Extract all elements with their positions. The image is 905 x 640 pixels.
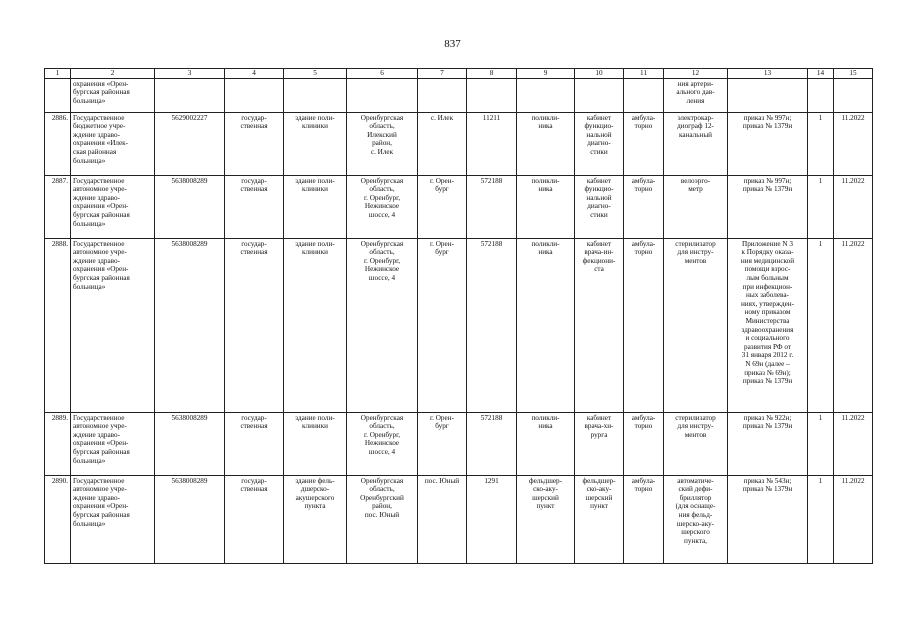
address: Оренбургская область, Оренбургский район, пос. Юный bbox=[347, 475, 418, 563]
table-row bbox=[45, 238, 873, 412]
code: 572188 bbox=[467, 238, 517, 412]
organization-name: Государственное автономное учре- ждение здраво- охранения «Орен- бургская районная больница» bbox=[71, 175, 155, 238]
date: 11.2022 bbox=[834, 112, 873, 175]
page-number: 837 bbox=[444, 38, 461, 50]
care-type: амбула- торно bbox=[624, 475, 664, 563]
unit: поликли- ника bbox=[517, 175, 575, 238]
column-number-row bbox=[45, 69, 873, 79]
code: 11211 bbox=[467, 112, 517, 175]
date: 11.2022 bbox=[834, 412, 873, 475]
code: 572188 bbox=[467, 412, 517, 475]
inn: 5638008289 bbox=[155, 412, 225, 475]
care-type: амбула- торно bbox=[624, 412, 664, 475]
row-number: 2887. bbox=[45, 175, 71, 238]
legal-basis: приказ № 997н; приказ № 1379н bbox=[728, 112, 808, 175]
date: 11.2022 bbox=[834, 475, 873, 563]
equipment-name: стерилизатор для инстру- ментов bbox=[664, 238, 728, 412]
ownership: государ- ственная bbox=[225, 412, 284, 475]
column-number: 11 bbox=[624, 69, 664, 79]
table-row bbox=[45, 475, 873, 563]
code: 572188 bbox=[467, 175, 517, 238]
equipment-name: стерилизатор для инстру- ментов bbox=[664, 412, 728, 475]
organization-name: охранения «Орен- бургская районная больница» bbox=[71, 78, 155, 112]
column-number: 13 bbox=[728, 69, 808, 79]
legal-basis: Приложение N 3 к Порядку оказа- ния медицинской помощи взрос- лым больным при инфекцион- ных заболева- ниях, утвержден- ному приказом Министерства здравоохранения и социального развития РФ от 31 января 2012 г. N 69н (далее – приказ № 69н); приказ № 1379н bbox=[728, 238, 808, 412]
column-number: 6 bbox=[347, 69, 418, 79]
quantity: 1 bbox=[808, 475, 834, 563]
unit: фельдшер- ско-аку- шерский пункт bbox=[517, 475, 575, 563]
unit: поликли- ника bbox=[517, 238, 575, 412]
inn: 5638008289 bbox=[155, 175, 225, 238]
equipment-name: электрокар- диограф 12- канальный bbox=[664, 112, 728, 175]
room: кабинет врача-ин- фекциони- ста bbox=[575, 238, 624, 412]
building: здание фель- дшерско- акушерского пункта bbox=[284, 475, 347, 563]
care-type: амбула- торно bbox=[624, 175, 664, 238]
column-number: 10 bbox=[575, 69, 624, 79]
room: кабинет функцио- нальной диагно- стики bbox=[575, 112, 624, 175]
table-row bbox=[45, 412, 873, 475]
organization-name: Государственное автономное учре- ждение здраво- охранения «Орен- бургская районная больница» bbox=[71, 238, 155, 412]
inn: 5629002227 bbox=[155, 112, 225, 175]
column-number: 5 bbox=[284, 69, 347, 79]
organization-name: Государственное бюджетное учре- ждение здраво- охранения «Илек- ская районная больница» bbox=[71, 112, 155, 175]
room: фельдшер- ско-аку- шерский пункт bbox=[575, 475, 624, 563]
column-number: 9 bbox=[517, 69, 575, 79]
equipment-name: автоматиче- ский дефи- бриллятор (для оснаще- ния фельд- шерско-аку- шерского пункта, bbox=[664, 475, 728, 563]
quantity: 1 bbox=[808, 412, 834, 475]
row-number: 2888. bbox=[45, 238, 71, 412]
continued-row bbox=[45, 78, 873, 112]
address: Оренбургская область, г. Оренбург, Нежинское шоссе, 4 bbox=[347, 175, 418, 238]
ownership: государ- ственная bbox=[225, 475, 284, 563]
table-row bbox=[45, 175, 873, 238]
ownership: государ- ственная bbox=[225, 112, 284, 175]
row-number: 2886. bbox=[45, 112, 71, 175]
column-number: 12 bbox=[664, 69, 728, 79]
ownership: государ- ственная bbox=[225, 175, 284, 238]
inn: 5638008289 bbox=[155, 475, 225, 563]
care-type: амбула- торно bbox=[624, 112, 664, 175]
row-number: 2890. bbox=[45, 475, 71, 563]
quantity: 1 bbox=[808, 175, 834, 238]
building: здание поли- клиники bbox=[284, 238, 347, 412]
table-row bbox=[45, 112, 873, 175]
column-number: 4 bbox=[225, 69, 284, 79]
locality: г. Орен- бург bbox=[418, 238, 467, 412]
locality: г. Орен- бург bbox=[418, 175, 467, 238]
legal-basis: приказ № 543н; приказ № 1379н bbox=[728, 475, 808, 563]
locality: с. Илек bbox=[418, 112, 467, 175]
date: 11.2022 bbox=[834, 175, 873, 238]
column-number: 1 bbox=[45, 69, 71, 79]
quantity: 1 bbox=[808, 112, 834, 175]
inn: 5638008289 bbox=[155, 238, 225, 412]
date: 11.2022 bbox=[834, 238, 873, 412]
room: кабинет функцио- нальной диагно- стики bbox=[575, 175, 624, 238]
column-number: 15 bbox=[834, 69, 873, 79]
column-number: 3 bbox=[155, 69, 225, 79]
building: здание поли- клиники bbox=[284, 112, 347, 175]
care-type: амбула- торно bbox=[624, 238, 664, 412]
address: Оренбургская область, Илекский район, с. Илек bbox=[347, 112, 418, 175]
column-number: 8 bbox=[467, 69, 517, 79]
register-table bbox=[44, 68, 873, 564]
quantity: 1 bbox=[808, 238, 834, 412]
organization-name: Государственное автономное учре- ждение здраво- охранения «Орен- бургская районная больница» bbox=[71, 412, 155, 475]
row-number: 2889. bbox=[45, 412, 71, 475]
locality: г. Орен- бург bbox=[418, 412, 467, 475]
column-number: 2 bbox=[71, 69, 155, 79]
legal-basis: приказ № 997н; приказ № 1379н bbox=[728, 175, 808, 238]
building: здание поли- клиники bbox=[284, 412, 347, 475]
legal-basis: приказ № 922н; приказ № 1379н bbox=[728, 412, 808, 475]
unit: поликли- ника bbox=[517, 112, 575, 175]
building: здание поли- клиники bbox=[284, 175, 347, 238]
equipment-name: ния артери- ального дав- ления bbox=[664, 78, 728, 112]
equipment-name: велоэрго- метр bbox=[664, 175, 728, 238]
room: кабинет врача-хи- рурга bbox=[575, 412, 624, 475]
address: Оренбургская область, г. Оренбург, Нежинское шоссе, 4 bbox=[347, 412, 418, 475]
organization-name: Государственное автономное учре- ждение здраво- охранения «Орен- бургская районная больница» bbox=[71, 475, 155, 563]
locality: пос. Юный bbox=[418, 475, 467, 563]
code: 1291 bbox=[467, 475, 517, 563]
address: Оренбургская область, г. Оренбург, Нежинское шоссе, 4 bbox=[347, 238, 418, 412]
ownership: государ- ственная bbox=[225, 238, 284, 412]
column-number: 7 bbox=[418, 69, 467, 79]
unit: поликли- ника bbox=[517, 412, 575, 475]
column-number: 14 bbox=[808, 69, 834, 79]
